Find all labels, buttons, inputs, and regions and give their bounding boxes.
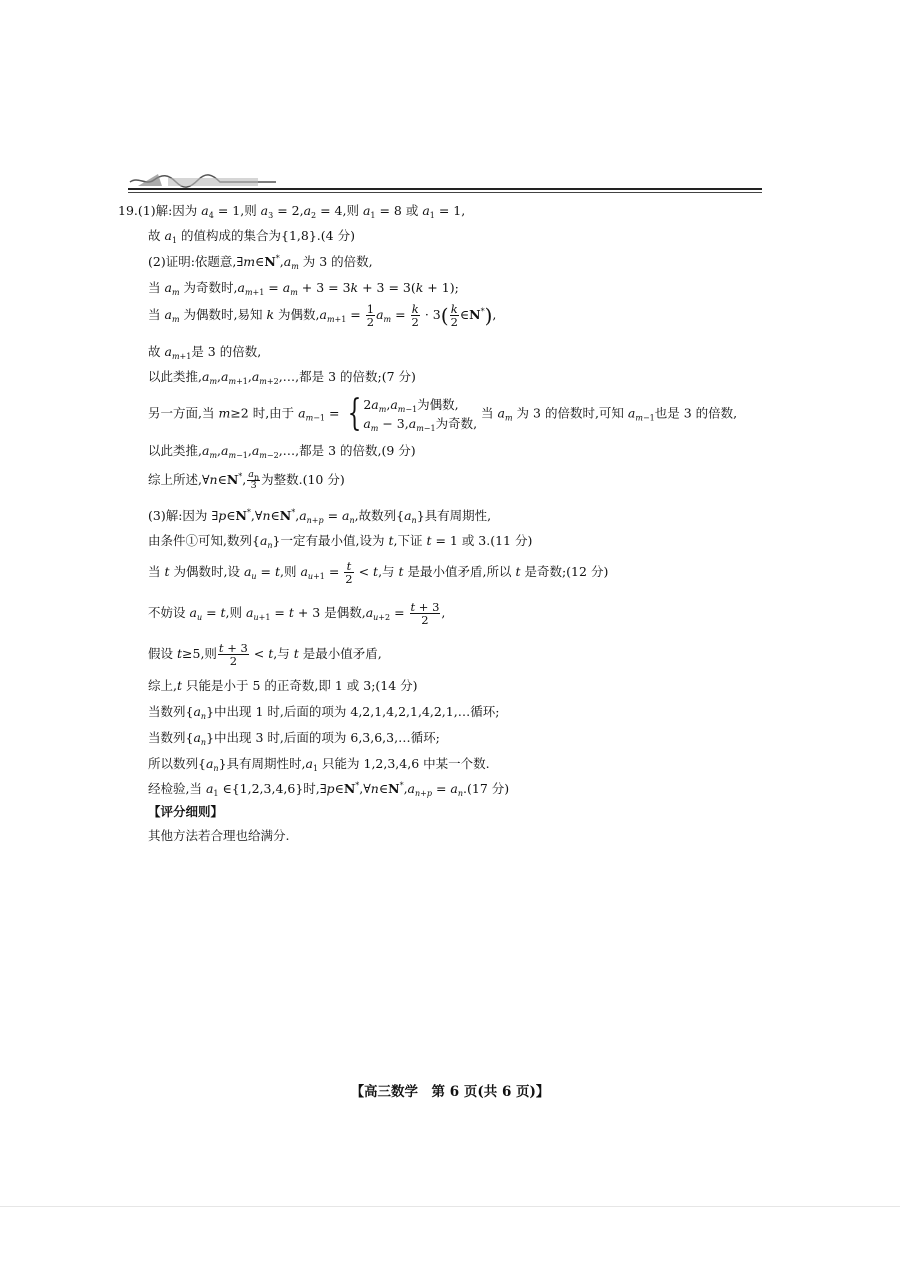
header-rule-thin (128, 192, 762, 193)
problem-number: 19. (118, 203, 138, 218)
solution-line-2: 故 $a_1$ 的值构成的集合为{1,8}.(4 分) (148, 228, 355, 245)
solution-line-16: 综上,t 只能是小于 5 的正奇数,即 1 或 3;(14 分) (148, 678, 418, 693)
grading-note: 其他方法若合理也给满分. (148, 828, 290, 843)
grading-title: 【评分细则】 (148, 804, 224, 819)
solution-line-4: 当 $a_m$ 为奇数时$,a_{m+1} = a_m + 3 = 3k + 3 = 3(k + 1)$; (148, 280, 459, 297)
solution-line-1: 19.(1)解:因为 $a_4 = 1$,则 $a_3 = 2,a_2 = 4$,则 $a_1 = 8$ 或 $a_1 = 1$, (118, 203, 466, 220)
solution-line-17: 当数列$\{a_n\}$中出现 1 时,后面的项为 4,2,1,4,2,1,4,2,1,…循环; (148, 704, 500, 721)
solution-line-8: 另一方面,当 m≥2 时,由于 $a_{m-1}$ = { $2a_m,a_{m-1}$为偶数, $a_m - 3,a_{m-1}$为奇数, 当 $a_m$ 为 3 的倍数时,可知 $a_{m-1}$也是 3 的倍数, (148, 393, 738, 434)
solution-line-19: 所以数列$\{a_n\}$具有周期性时$,a_1$ 只能为 1,2,3,4,6 中某一个数. (148, 756, 490, 773)
bottom-rule (0, 1206, 900, 1207)
solution-line-15: 假设 t≥5,则 $\frac{t + 3}{2}$ < t,与 t 是最小值矛盾, (148, 641, 382, 668)
solution-line-3: (2)证明:依题意$,\exists m\in N^*,a_m$ 为 3 的倍数, (148, 254, 373, 271)
solution-line-20: 经检验,当 $a_1$ ∈{1,2,3,4,6}时$,\exists p\in N^*,\forall n\in N^*,a_{n+p} = a_n.(17$ 分) (148, 781, 510, 798)
solution-line-9: 以此类推$,a_m,a_{m-1},a_{m-2},\dots$,都是 3 的倍数,(9 分) (148, 443, 416, 460)
header-rule (128, 188, 762, 190)
solution-line-12: 由条件①可知,数列$\{a_n\}$一定有最小值,设为 t,下证 t = 1 或 3.(11 分) (148, 533, 533, 550)
solution-line-18: 当数列$\{a_n\}$中出现 3 时,后面的项为 6,3,6,3,…循环; (148, 730, 440, 747)
solution-line-11: (3)解:因为 $\exists p\in N^*,\forall n\in N^*,a_{n+p} = a_n$,故数列$\{a_n\}$具有周期性, (148, 508, 492, 525)
solution-line-10: 综上所述,∀n∈N*, $\frac{a_n}{3}$ 为整数.(10 分) (148, 469, 345, 491)
solution-line-5: 当 $a_m$ 为偶数时,易知 k 为偶数$,a_{m+1}$ = $\frac{1}{2}$ $a_m$ = $\frac{k}{2}$ · 3( $\frac{k}{2}$ ∈N*), (148, 302, 497, 329)
solution-line-7: 以此类推$,a_m,a_{m+1},a_{m+2},\dots$,都是 3 的倍数;(7 分) (148, 369, 416, 386)
page-footer: 【高三数学 第 6 页(共 6 页)】 (350, 1084, 550, 1100)
solution-line-13: 当 t 为偶数时,设 $a_u = t$,则 $a_{u+1}$ = $\frac{t}{2}$ < t,与 t 是最小值矛盾,所以 t 是奇数;(12 分) (148, 559, 609, 586)
solution-line-6: 故 $a_{m+1}$是 3 的倍数, (148, 344, 262, 361)
solution-line-14: 不妨设 $a_u = t$,则 $a_{u+1} = t + 3$ 是偶数$,a_{u+2}$ = $\frac{t + 3}{2}$ , (148, 600, 446, 627)
